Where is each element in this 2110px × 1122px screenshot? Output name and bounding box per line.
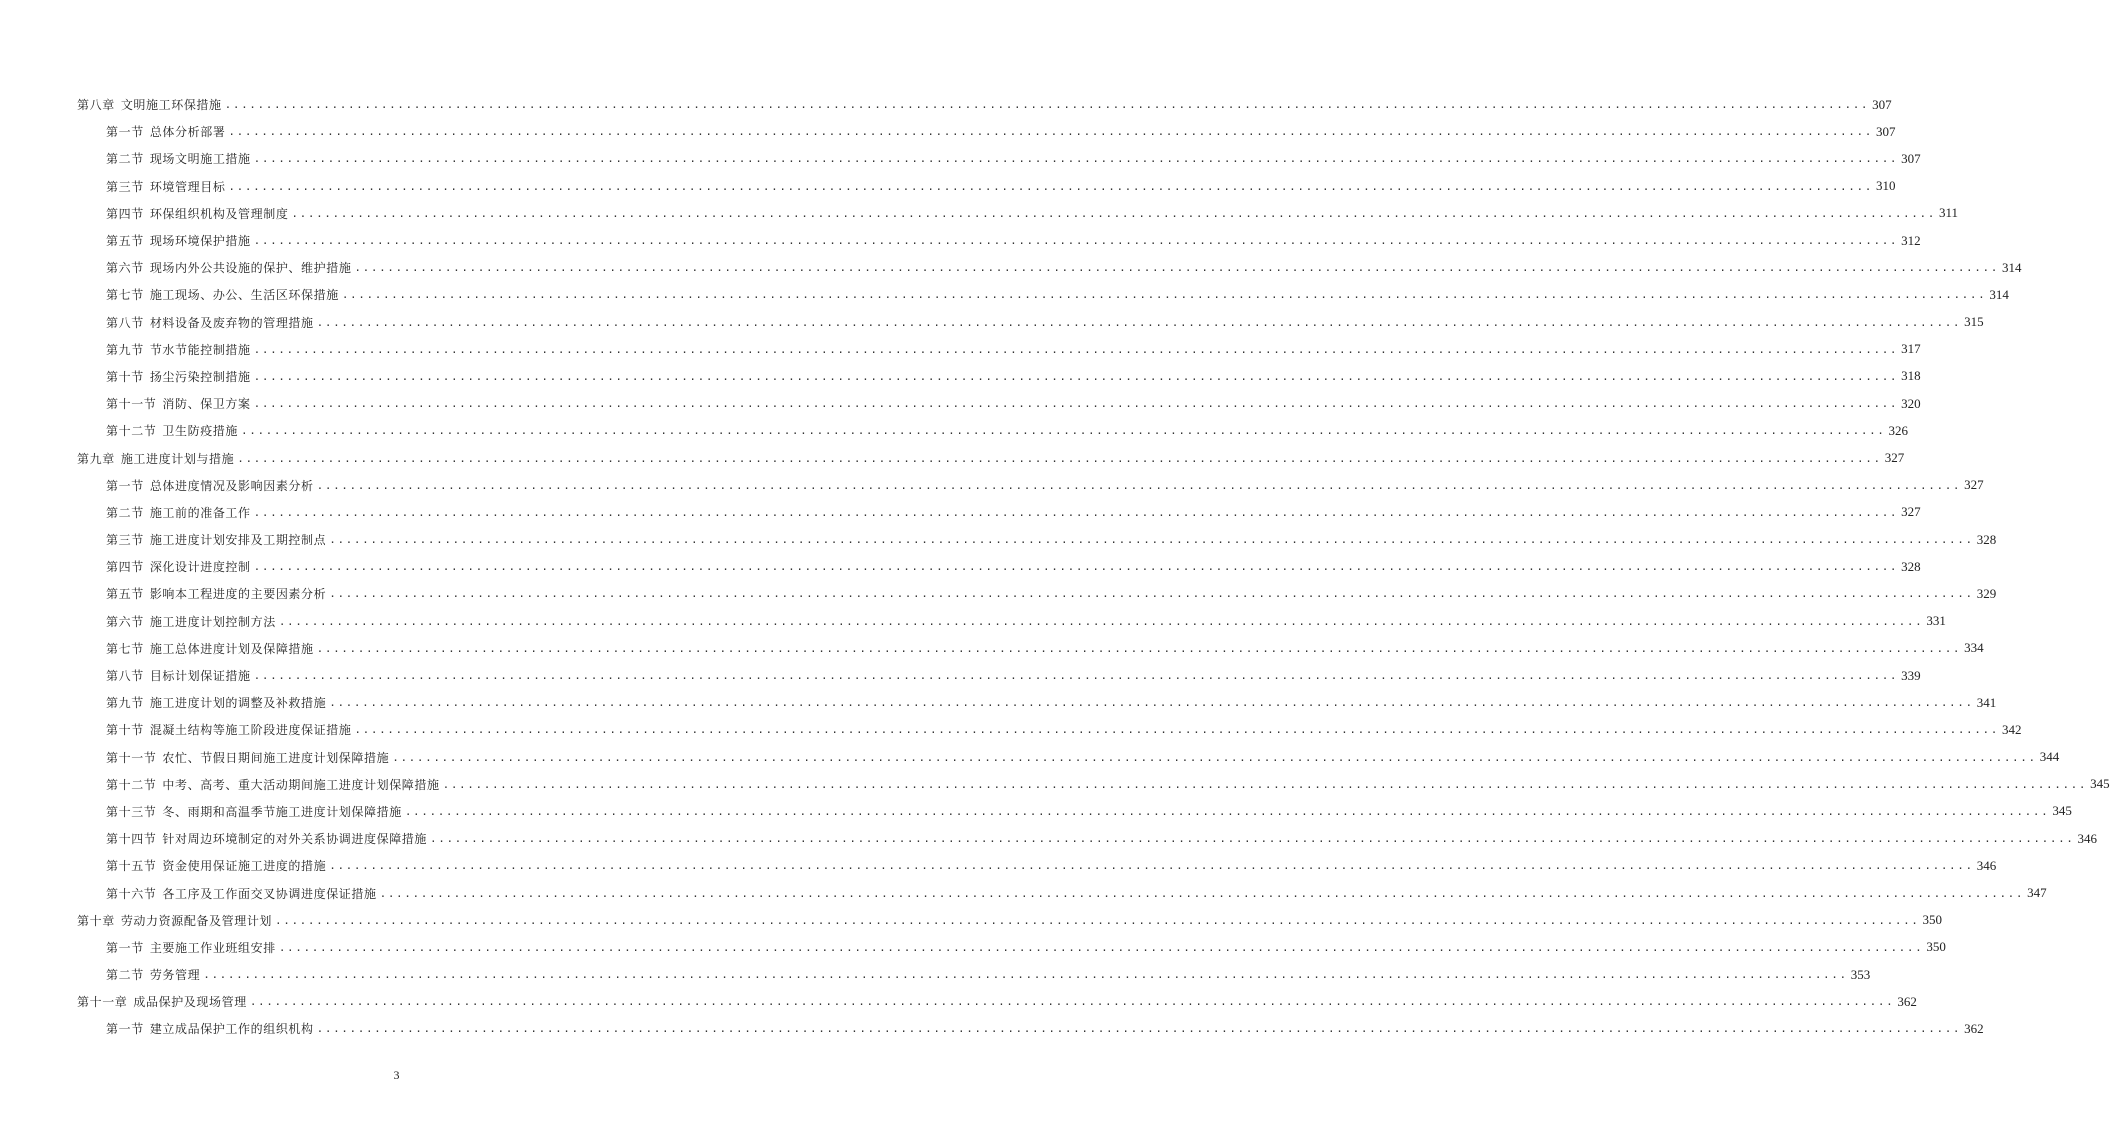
toc-dot-leader: ........................................................................................................................................................................................................ bbox=[241, 424, 1886, 438]
page-number: 3 bbox=[393, 1068, 400, 1082]
toc-entry-title: 现场文明施工措施 bbox=[149, 152, 251, 167]
toc-entry-number: 第八节 bbox=[106, 315, 144, 330]
toc-dot-leader: ........................................................................................................................................................................................................ bbox=[237, 451, 1882, 465]
toc-section-entry[interactable] bbox=[77, 173, 1896, 200]
toc-entry-number: 第十二节 bbox=[106, 424, 157, 439]
toc-entry-page: 327 bbox=[1964, 477, 1984, 493]
toc-entry-page: 342 bbox=[2001, 721, 2022, 737]
toc-entry-title: 中考、高考、重大活动期间施工进度计划保障措施 bbox=[162, 777, 440, 792]
toc-section-entry[interactable] bbox=[77, 553, 1921, 580]
toc-entry-title: 总体分析部署 bbox=[149, 125, 226, 140]
toc-entry-title: 环保组织机构及管理制度 bbox=[149, 206, 289, 221]
toc-entry-label bbox=[106, 640, 314, 657]
toc-section-entry[interactable] bbox=[77, 689, 1997, 716]
toc-section-entry[interactable] bbox=[77, 635, 1984, 662]
toc-entry-title: 成品保护及现场管理 bbox=[133, 995, 247, 1010]
toc-entry-title: 总体进度情况及影响因素分析 bbox=[149, 478, 314, 493]
toc-entry-label bbox=[106, 477, 314, 494]
toc-section-entry[interactable] bbox=[77, 879, 2047, 906]
toc-entry-page: 320 bbox=[1901, 395, 1921, 411]
toc-section-entry[interactable] bbox=[77, 716, 2022, 743]
toc-entry-label bbox=[106, 667, 251, 684]
toc-entry-label bbox=[106, 939, 276, 956]
toc-entry-number: 第七节 bbox=[106, 288, 144, 303]
table-of-contents bbox=[77, 91, 2110, 1043]
toc-entry-page: 315 bbox=[1964, 314, 1984, 330]
toc-dot-leader: ........................................................................................................................................................................................................ bbox=[329, 696, 1974, 710]
toc-section-entry[interactable] bbox=[77, 200, 1958, 227]
toc-section-entry[interactable] bbox=[77, 798, 2072, 825]
toc-entry-page: 318 bbox=[1901, 368, 1921, 384]
toc-entry-number: 第十一节 bbox=[106, 750, 157, 765]
toc-section-entry[interactable] bbox=[77, 961, 1871, 988]
toc-dot-leader: ........................................................................................................................................................................................................ bbox=[253, 342, 1899, 356]
toc-entry-page: 345 bbox=[2090, 776, 2110, 792]
toc-entry-page: 346 bbox=[1976, 857, 1997, 873]
toc-entry-number: 第二节 bbox=[106, 968, 144, 983]
toc-entry-label bbox=[106, 504, 251, 521]
toc-entry-label bbox=[106, 341, 251, 358]
toc-dot-leader: ........................................................................................................................................................................................................ bbox=[253, 560, 1899, 574]
toc-dot-leader: ........................................................................................................................................................................................................ bbox=[316, 478, 1962, 492]
toc-entry-label bbox=[106, 885, 377, 902]
toc-section-entry[interactable] bbox=[77, 281, 2009, 308]
toc-section-entry[interactable] bbox=[77, 580, 1997, 607]
toc-entry-number: 第一节 bbox=[106, 125, 144, 140]
toc-entry-title: 冬、雨期和高温季节施工进度计划保障措施 bbox=[162, 804, 402, 819]
toc-entry-number: 第二节 bbox=[106, 152, 144, 167]
toc-entry-label bbox=[106, 830, 427, 847]
toc-entry-label bbox=[106, 966, 200, 983]
toc-dot-leader: ........................................................................................................................................................................................................ bbox=[253, 234, 1899, 248]
toc-entry-title: 卫生防疫措施 bbox=[162, 424, 239, 439]
toc-entry-number: 第九节 bbox=[106, 696, 144, 711]
toc-entry-title: 施工进度计划控制方法 bbox=[149, 614, 276, 629]
toc-entry-label bbox=[106, 150, 251, 167]
toc-entry-title: 主要施工作业班组安排 bbox=[149, 940, 276, 955]
toc-entry-label bbox=[106, 613, 276, 630]
toc-entry-number: 第十二节 bbox=[106, 777, 157, 792]
toc-entry-page: 310 bbox=[1875, 178, 1896, 194]
toc-entry-number: 第五节 bbox=[106, 234, 144, 249]
toc-chapter-entry[interactable] bbox=[77, 91, 1892, 118]
toc-entry-number: 第十节 bbox=[106, 369, 144, 384]
toc-section-entry[interactable] bbox=[77, 825, 2098, 852]
toc-entry-number: 第十五节 bbox=[106, 859, 157, 874]
toc-entry-title: 环境管理目标 bbox=[149, 179, 226, 194]
toc-section-entry[interactable] bbox=[77, 309, 1984, 336]
toc-entry-page: 350 bbox=[1922, 912, 1943, 928]
toc-entry-title: 节水节能控制措施 bbox=[149, 342, 251, 357]
toc-entry-number: 第十四节 bbox=[106, 832, 157, 847]
toc-entry-number: 第十三节 bbox=[106, 804, 157, 819]
toc-entry-page: 345 bbox=[2052, 803, 2072, 819]
toc-dot-leader: ........................................................................................................................................................................................................ bbox=[316, 641, 1962, 655]
toc-entry-label bbox=[106, 259, 351, 276]
toc-entry-label bbox=[106, 123, 225, 140]
toc-entry-label bbox=[77, 96, 222, 113]
toc-entry-title: 施工进度计划安排及工期控制点 bbox=[149, 533, 327, 548]
toc-entry-title: 施工进度计划的调整及补救措施 bbox=[149, 696, 327, 711]
toc-entry-page: 327 bbox=[1901, 504, 1921, 520]
toc-entry-number: 第四节 bbox=[106, 560, 144, 575]
toc-section-entry[interactable] bbox=[77, 662, 1921, 689]
toc-dot-leader: ........................................................................................................................................................................................................ bbox=[404, 804, 2050, 818]
toc-section-entry[interactable] bbox=[77, 145, 1921, 172]
toc-entry-number: 第十一节 bbox=[106, 397, 157, 412]
toc-entry-number: 第三节 bbox=[106, 179, 144, 194]
toc-section-entry[interactable] bbox=[77, 390, 1921, 417]
toc-entry-number: 第五节 bbox=[106, 587, 144, 602]
toc-entry-number: 第七节 bbox=[106, 641, 144, 656]
toc-entry-number: 第十节 bbox=[106, 723, 144, 738]
toc-dot-leader: ........................................................................................................................................................................................................ bbox=[430, 832, 2075, 846]
toc-entry-label bbox=[106, 314, 314, 331]
toc-entry-title: 劳务管理 bbox=[149, 968, 201, 983]
toc-dot-leader: ........................................................................................................................................................................................................ bbox=[275, 913, 1920, 927]
toc-dot-leader: ........................................................................................................................................................................................................ bbox=[291, 206, 1936, 220]
toc-dot-leader: ........................................................................................................................................................................................................ bbox=[354, 261, 1999, 275]
toc-entry-label bbox=[106, 178, 225, 195]
toc-entry-label bbox=[106, 585, 326, 602]
toc-section-entry[interactable] bbox=[77, 526, 1997, 553]
toc-entry-page: 339 bbox=[1901, 667, 1921, 683]
toc-entry-label bbox=[106, 368, 251, 385]
toc-entry-title: 施工前的准备工作 bbox=[149, 505, 251, 520]
toc-section-entry[interactable] bbox=[77, 852, 1997, 879]
toc-entry-page: 328 bbox=[1976, 531, 1997, 547]
toc-entry-label bbox=[106, 205, 288, 222]
toc-section-entry[interactable] bbox=[77, 472, 1984, 499]
toc-entry-page: 346 bbox=[2077, 830, 2098, 846]
toc-entry-number: 第六节 bbox=[106, 614, 144, 629]
toc-dot-leader: ........................................................................................................................................................................................................ bbox=[341, 288, 1987, 302]
toc-entry-title: 文明施工环保措施 bbox=[120, 98, 222, 113]
toc-entry-number: 第八节 bbox=[106, 669, 144, 684]
toc-entry-label bbox=[77, 450, 234, 467]
toc-dot-leader: ........................................................................................................................................................................................................ bbox=[316, 1022, 1962, 1036]
toc-entry-title: 建立成品保护工作的组织机构 bbox=[149, 1022, 314, 1037]
toc-section-entry[interactable] bbox=[77, 254, 2022, 281]
toc-dot-leader: ........................................................................................................................................................................................................ bbox=[329, 859, 1974, 873]
toc-entry-page: 328 bbox=[1901, 558, 1921, 574]
toc-dot-leader: ........................................................................................................................................................................................................ bbox=[228, 125, 1873, 139]
toc-section-entry[interactable] bbox=[77, 227, 1921, 254]
toc-section-entry[interactable] bbox=[77, 417, 1909, 444]
toc-entry-label bbox=[106, 749, 389, 766]
toc-entry-number: 第十章 bbox=[77, 913, 115, 928]
toc-dot-leader: ........................................................................................................................................................................................................ bbox=[442, 777, 2088, 791]
toc-entry-page: 334 bbox=[1964, 640, 1984, 656]
toc-entry-page: 353 bbox=[1850, 966, 1871, 982]
toc-entry-number: 第二节 bbox=[106, 505, 144, 520]
toc-entry-number: 第六节 bbox=[106, 261, 144, 276]
toc-entry-page: 347 bbox=[2027, 885, 2047, 901]
toc-entry-page: 312 bbox=[1901, 232, 1921, 248]
toc-dot-leader: ........................................................................................................................................................................................................ bbox=[278, 614, 1924, 628]
toc-section-entry[interactable] bbox=[77, 118, 1896, 145]
toc-section-entry[interactable] bbox=[77, 744, 2060, 771]
toc-entry-title: 资金使用保证施工进度的措施 bbox=[162, 859, 327, 874]
toc-dot-leader: ........................................................................................................................................................................................................ bbox=[253, 669, 1899, 683]
toc-entry-number: 第三节 bbox=[106, 533, 144, 548]
toc-dot-leader: ........................................................................................................................................................................................................ bbox=[224, 98, 1870, 112]
toc-dot-leader: ........................................................................................................................................................................................................ bbox=[329, 587, 1974, 601]
toc-entry-label bbox=[106, 721, 351, 738]
toc-entry-number: 第九节 bbox=[106, 342, 144, 357]
toc-entry-title: 目标计划保证措施 bbox=[149, 669, 251, 684]
toc-entry-title: 针对周边环境制定的对外关系协调进度保障措施 bbox=[162, 832, 428, 847]
toc-entry-page: 341 bbox=[1976, 694, 1997, 710]
toc-entry-label bbox=[106, 395, 251, 412]
toc-entry-title: 现场内外公共设施的保护、维护措施 bbox=[149, 261, 352, 276]
toc-entry-number: 第八章 bbox=[77, 98, 115, 113]
toc-dot-leader: ........................................................................................................................................................................................................ bbox=[228, 179, 1873, 193]
toc-entry-label bbox=[77, 993, 247, 1010]
toc-entry-label bbox=[77, 912, 272, 929]
toc-entry-page: 311 bbox=[1938, 205, 1958, 221]
toc-entry-label bbox=[106, 776, 440, 793]
toc-chapter-entry[interactable] bbox=[77, 907, 1943, 934]
toc-entry-page: 314 bbox=[1989, 286, 2009, 302]
toc-entry-label bbox=[106, 232, 251, 249]
toc-entry-title: 扬尘污染控制措施 bbox=[149, 369, 251, 384]
toc-dot-leader: ........................................................................................................................................................................................................ bbox=[253, 369, 1899, 383]
toc-dot-leader: ........................................................................................................................................................................................................ bbox=[203, 968, 1848, 982]
toc-dot-leader: ........................................................................................................................................................................................................ bbox=[253, 397, 1899, 411]
toc-entry-title: 材料设备及废弃物的管理措施 bbox=[149, 315, 314, 330]
toc-entry-page: 362 bbox=[1897, 993, 1917, 1009]
toc-entry-page: 327 bbox=[1884, 450, 1905, 466]
toc-entry-page: 344 bbox=[2039, 749, 2060, 765]
toc-section-entry[interactable] bbox=[77, 771, 2110, 798]
toc-dot-leader: ........................................................................................................................................................................................................ bbox=[253, 505, 1899, 519]
toc-entry-title: 各工序及工作面交叉协调进度保证措施 bbox=[162, 886, 377, 901]
toc-entry-page: 331 bbox=[1926, 613, 1946, 629]
toc-section-entry[interactable] bbox=[77, 1015, 1984, 1042]
toc-entry-page: 350 bbox=[1926, 939, 1946, 955]
toc-entry-page: 362 bbox=[1964, 1020, 1984, 1036]
toc-entry-page: 317 bbox=[1901, 341, 1921, 357]
toc-entry-title: 施工总体进度计划及保障措施 bbox=[149, 641, 314, 656]
toc-entry-number: 第十一章 bbox=[77, 995, 128, 1010]
toc-entry-title: 现场环境保护措施 bbox=[149, 234, 251, 249]
toc-entry-number: 第十六节 bbox=[106, 886, 157, 901]
toc-entry-number: 第一节 bbox=[106, 1022, 144, 1037]
toc-entry-title: 农忙、节假日期间施工进度计划保障措施 bbox=[162, 750, 390, 765]
toc-entry-label bbox=[106, 694, 326, 711]
toc-entry-number: 第四节 bbox=[106, 206, 144, 221]
toc-entry-title: 施工现场、办公、生活区环保措施 bbox=[149, 288, 339, 303]
toc-entry-title: 施工进度计划与措施 bbox=[120, 451, 235, 466]
toc-entry-label bbox=[106, 803, 402, 820]
toc-section-entry[interactable] bbox=[77, 363, 1921, 390]
toc-chapter-entry[interactable] bbox=[77, 988, 1917, 1015]
toc-entry-page: 314 bbox=[2001, 259, 2022, 275]
toc-entry-label bbox=[106, 857, 326, 874]
toc-entry-title: 深化设计进度控制 bbox=[149, 560, 251, 575]
toc-section-entry[interactable] bbox=[77, 934, 1946, 961]
toc-entry-label bbox=[106, 531, 326, 548]
toc-entry-page: 307 bbox=[1875, 123, 1896, 139]
toc-dot-leader: ........................................................................................................................................................................................................ bbox=[249, 995, 1895, 1009]
toc-dot-leader: ........................................................................................................................................................................................................ bbox=[278, 940, 1924, 954]
toc-entry-title: 影响本工程进度的主要因素分析 bbox=[149, 587, 327, 602]
toc-section-entry[interactable] bbox=[77, 336, 1921, 363]
toc-entry-page: 307 bbox=[1872, 96, 1892, 112]
toc-dot-leader: ........................................................................................................................................................................................................ bbox=[329, 533, 1974, 547]
toc-entry-label bbox=[106, 286, 339, 303]
toc-chapter-entry[interactable] bbox=[77, 444, 1905, 471]
toc-dot-leader: ........................................................................................................................................................................................................ bbox=[253, 152, 1899, 166]
toc-entry-label bbox=[106, 1020, 314, 1037]
toc-entry-number: 第九章 bbox=[77, 451, 115, 466]
toc-dot-leader: ........................................................................................................................................................................................................ bbox=[392, 750, 2037, 764]
toc-dot-leader: ........................................................................................................................................................................................................ bbox=[354, 723, 1999, 737]
toc-entry-page: 329 bbox=[1976, 585, 1997, 601]
toc-entry-title: 消防、保卫方案 bbox=[162, 397, 251, 412]
toc-section-entry[interactable] bbox=[77, 608, 1946, 635]
toc-entry-page: 307 bbox=[1901, 150, 1921, 166]
toc-dot-leader: ........................................................................................................................................................................................................ bbox=[379, 886, 2025, 900]
toc-entry-title: 混凝土结构等施工阶段进度保证措施 bbox=[149, 723, 352, 738]
toc-dot-leader: ........................................................................................................................................................................................................ bbox=[316, 315, 1962, 329]
toc-entry-label bbox=[106, 558, 251, 575]
toc-entry-page: 326 bbox=[1888, 422, 1909, 438]
toc-section-entry[interactable] bbox=[77, 499, 1921, 526]
toc-entry-number: 第一节 bbox=[106, 940, 144, 955]
toc-entry-number: 第一节 bbox=[106, 478, 144, 493]
toc-entry-title: 劳动力资源配备及管理计划 bbox=[120, 913, 273, 928]
toc-entry-label bbox=[106, 422, 238, 439]
